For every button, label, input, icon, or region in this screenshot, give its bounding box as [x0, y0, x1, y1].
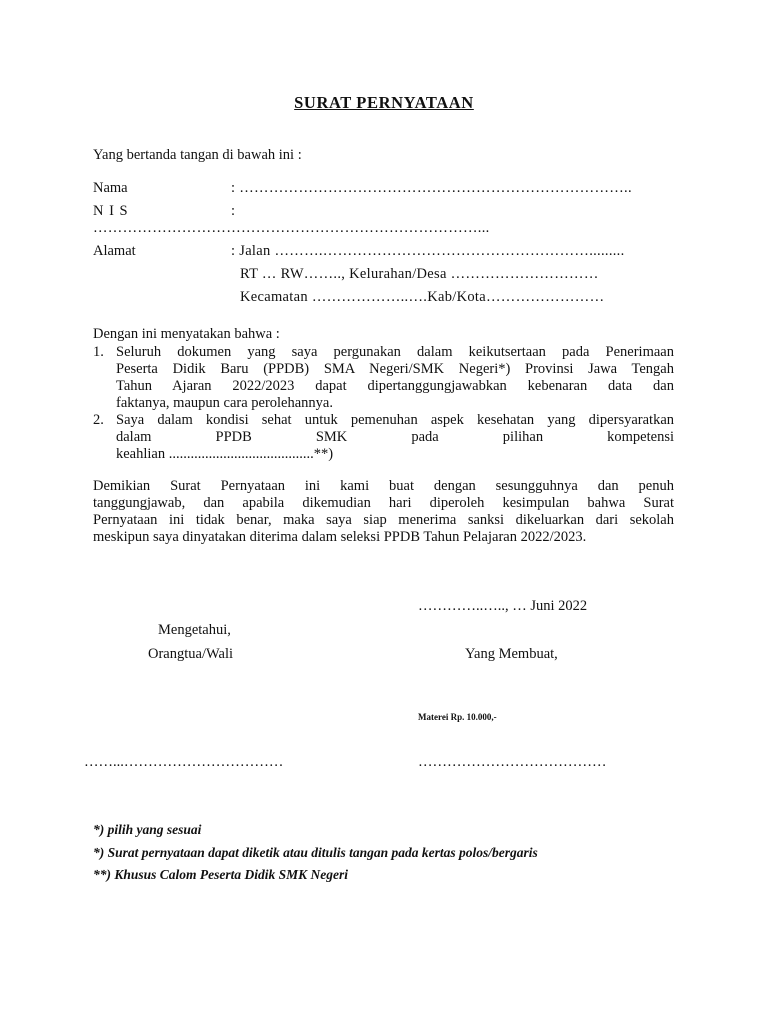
alamat-line-1: : Jalan ……….………………………………………………......... — [231, 243, 625, 259]
materai-label: Materei Rp. 10.000,- — [418, 712, 497, 722]
mengetahui-label: Mengetahui, — [158, 622, 231, 638]
maker-signature-line: ………………………………… — [418, 754, 607, 770]
nama-value: : …………………………………………………………………….. — [231, 180, 632, 196]
item-1-line-2: Peserta Didik Baru (PPDB) SMA Negeri/SMK Negeri*) Provinsi Jawa Tengah — [116, 361, 674, 377]
alamat-label: Alamat — [93, 243, 136, 259]
intro-text: Yang bertanda tangan di bawah ini : — [93, 147, 302, 163]
nis-value: ……………………………………………………………………... — [93, 220, 490, 236]
item-1-line-3: Tahun Ajaran 2022/2023 dapat dipertanggungjawabkan kebenaran data dan — [116, 378, 674, 394]
item-2-number: 2. — [93, 412, 104, 428]
closing-line-4: meskipun saya dinyatakan diterima dalam seleksi PPDB Tahun Pelajaran 2022/2023. — [93, 529, 587, 545]
statement-intro: Dengan ini menyatakan bahwa : — [93, 326, 280, 342]
note-2: *) Surat pernyataan dapat diketik atau ditulis tangan pada kertas polos/bergaris — [93, 845, 538, 860]
alamat-line-3: Kecamatan ………………..….Kab/Kota…………………… — [240, 289, 605, 305]
item-1-line-1: Seluruh dokumen yang saya pergunakan dalam keikutsertaan pada Penerimaan — [116, 344, 674, 360]
closing-line-2: tanggungjawab, dan apabila dikemudian hari diperoleh kesimpulan bahwa Surat — [93, 495, 674, 511]
closing-line-3: Pernyataan ini tidak benar, maka saya siap menerima sanksi dikeluarkan dari sekolah — [93, 512, 674, 528]
place-date: …………..….., … Juni 2022 — [418, 598, 588, 614]
item-2-line-2: dalam PPDB SMK pada pilihan kompetensi — [116, 429, 674, 445]
nis-label: N I S — [93, 203, 129, 219]
nis-colon: : — [231, 203, 236, 219]
parent-signature-line: ……...…………………………… — [84, 754, 284, 770]
parent-label: Orangtua/Wali — [148, 646, 233, 662]
item-2-line-1: Saya dalam kondisi sehat untuk pemenuhan aspek kesehatan yang dipersyaratkan — [116, 412, 674, 428]
note-3: **) Khusus Calom Peserta Didik SMK Negeri — [93, 867, 349, 882]
item-2-line-3: keahlian ........................................**) — [116, 446, 334, 462]
item-1-line-4: faktanya, maupun cara perolehannya. — [116, 395, 333, 411]
alamat-line-2: RT … RW…….., Kelurahan/Desa ………………………… — [240, 266, 599, 282]
note-1: *) pilih yang sesuai — [93, 822, 202, 837]
maker-label: Yang Membuat, — [465, 646, 558, 662]
closing-line-1: Demikian Surat Pernyataan ini kami buat dengan sesungguhnya dan penuh — [93, 478, 674, 494]
item-1-number: 1. — [93, 344, 104, 360]
nama-label: Nama — [93, 180, 128, 196]
document-title: SURAT PERNYATAAN — [294, 93, 474, 112]
